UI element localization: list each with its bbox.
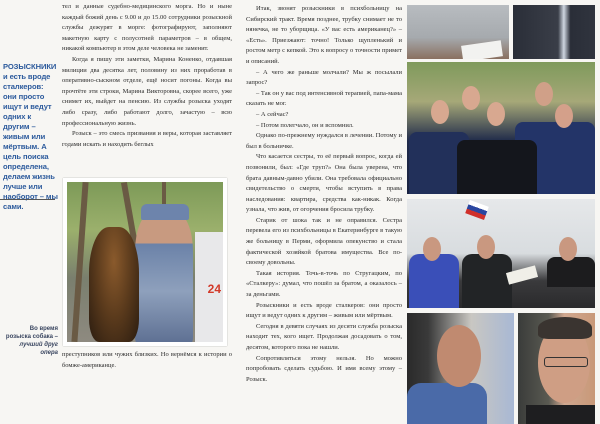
photo-caption [4,325,58,357]
paragraph: Такая история. Точь-в-точь по Стругацким, по «Сталкеру»: думал, что пошёл за братом, а оказалось – за деньгами. [246,269,402,299]
photo-man-with-glasses [518,313,595,424]
article-column-1-continued [62,350,232,371]
photo-group-of-detectives [407,62,595,194]
paragraph: Когда я пишу эти заметки, Марина Коненко, отдавшая милиции два десятка лет, половину из них проработав в оперативно-сыскном отделе, ещё носит погоны. Когда вы прочтёте эти строки, Марина Викторовна, скорее всего, уже снимет их, выйдет на пенсию. Из службы розыска уходят либо сразу, либо работают долго, зачастую – всю профессиональную жизнь. [62,55,232,127]
dialogue-line: – Потом полегчало, он и вспомнил. [256,121,354,129]
pull-quote-divider [0,199,55,200]
dog [89,227,139,342]
photo-officer-with-dog [63,178,227,346]
photo-man-in-suit [513,5,595,59]
paragraph: Итак, звонят розыскники в психбольницу на Сибирский тракт. Время позднее, трубку снимает не то нянечка, не то уборщица. «У вас есть американец?» – «Есть». Приезжают: точно! Только щупленький и ростом метр с кепкой. Это к вопросу о точности примет и описаний. [246,5,402,65]
pull-quote: РОЗЫСКНИКИ и есть вроде сталкеров: они просто ищут и ведут одних к другим – живым или мёртвым. А цель поиска определена, делаем жизнь лучше или наоборот – мы сами. [3,62,58,211]
paragraph: Розыскники и есть вроде сталкеров: они просто ищут и ведут одних к другим – живым или мёртвым. [246,301,402,320]
paragraph: преступников или чужих близких. Но вернёмся к истории о бомже-американце. [62,351,232,369]
caption-italic: лучший друг опера [19,342,58,356]
officer-cap [141,204,189,220]
police-car [195,232,223,342]
photo-office-meeting [407,199,595,308]
paragraph: Розыск – это смесь призвания и веры, которая заставляет годами искать и находить беглых [62,130,232,148]
photo-man-with-papers [407,5,509,59]
paragraph: Старик от шока так и не оправился. Сестра перевела его из психбольницы в Екатеринбурге в такую же больницу в Перми, оформила опекунство и стала фактической хозяйкой братова имущества. Все по-своему довольны. [246,216,402,267]
paragraph: Что касается сестры, то её первый вопрос, когда ей позвонили, был: «Где труп?» Она была уверена, что брата давным-давно убили. Она требовала официально свидетельство о смерти, чтобы вступить в права наследования: квартира, средства как-никак. Когда узнала, что жив, от огорчения бросила трубку. [246,153,402,214]
photo-man-reading [407,313,514,424]
dialogue-line: – Так он у вас под интенсивной терапией, папа-мама сказать не мог. [246,89,402,108]
officer [135,212,193,342]
paragraph: Однако по-прежнему нуждался в лечении. Потому и был в больничке. [246,132,402,150]
car-number: 24 [207,282,221,296]
paragraph: Сегодня в девяти случаях из десяти служба розыска находит тех, кого ищет. Продолжая досадовать о том, десятом, которого пока не нашли. [246,322,402,351]
article-column-2 [246,4,402,385]
paragraph: тел и данные судебно-медицинского морга. Но и ныне каждый божий день с 9.00 и до 15.00 сотрудники розыскной службы дежурят в морге: фотографируют, заполняют макетную карту с полусотней параметров – в общем, никакой компьютер в этом деле человека не заменит. [62,3,232,53]
dialogue-line: – А сейчас? [256,110,289,118]
article-column-1 [62,2,232,150]
caption-text: Во время розыска собака – [5,326,58,340]
dialogue-line: – А чего же раньше молчали? Мы ж посылали запрос? [246,68,402,87]
paragraph: Сопротивляться этому нельзя. Но можно попробовать сделать судьбою. И имя всему этому – Розыск. [246,354,402,383]
